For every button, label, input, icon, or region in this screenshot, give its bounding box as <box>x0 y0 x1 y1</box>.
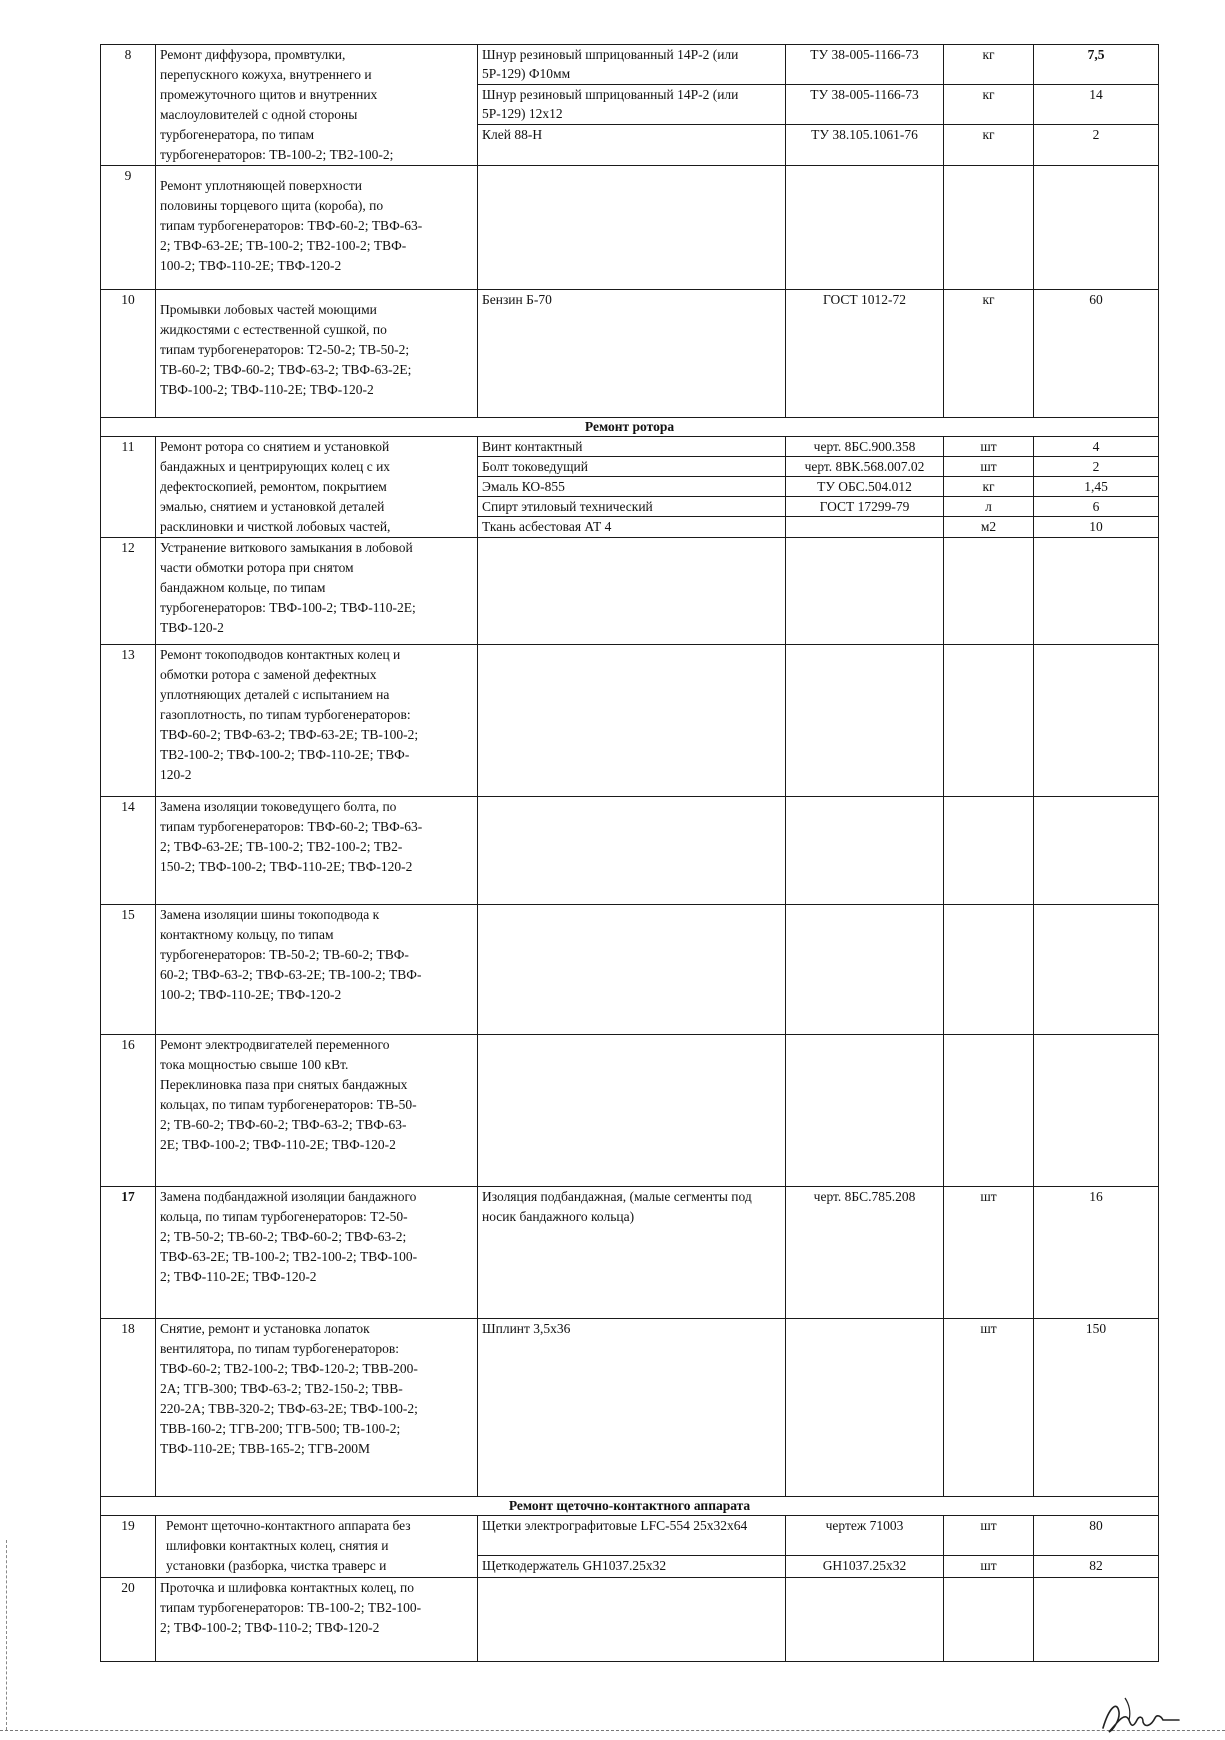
material-qty: 10 <box>1089 519 1103 534</box>
material-cell <box>478 1516 786 1578</box>
qty-cell <box>1034 905 1159 1035</box>
row-number: 11 <box>101 437 156 538</box>
material-name: Щеткодержатель GH1037.25х32 <box>482 1558 667 1573</box>
table-row <box>101 1035 1159 1187</box>
material-qty: 6 <box>1034 497 1158 517</box>
table-row <box>101 45 1159 166</box>
material-qty: 80 <box>1034 1516 1158 1556</box>
row-number: 9 <box>101 166 156 290</box>
doc-cell <box>786 45 944 166</box>
section-title-rotor: Ремонт ротора <box>101 418 1159 437</box>
work-description: Устранение виткового замыкания в лобовой части обмотки ротора при снятом бандажном кольце, по типам турбогенераторов: ТВФ-100-2; ТВФ-110-2Е; ТВФ-120-2 <box>156 538 478 645</box>
unit-cell <box>944 1578 1034 1662</box>
material-name: Шнур резиновый шприцованный 14Р-2 (или 5Р-129) Ф10мм <box>478 45 785 85</box>
row-number: 19 <box>101 1516 156 1578</box>
unit-cell <box>944 905 1034 1035</box>
work-description: Ремонт диффузора, промвтулки, перепускного кожуха, внутреннего и промежуточного щитов и внутренних маслоуловителей с одной стороны турбогенератора, по типам турбогенераторов: ТВ-100-2; ТВ2-100-2; <box>156 45 478 166</box>
qty-cell <box>1034 1578 1159 1662</box>
qty-cell <box>1034 437 1159 538</box>
table-row <box>101 797 1159 905</box>
work-description: Ремонт ротора со снятием и установкой бандажных и центрирующих колец с их дефектоскопией, ремонтом, покрытием эмалью, снятием и установкой деталей расклиновки и чисткой лобовых частей, <box>156 437 478 538</box>
qty-cell <box>1034 797 1159 905</box>
material-qty: 14 <box>1034 85 1158 125</box>
material-unit: кг <box>944 85 1033 125</box>
qty-cell <box>1034 645 1159 797</box>
material-cell <box>478 797 786 905</box>
material-doc: ТУ 38-005-1166-73 <box>786 45 943 85</box>
material-doc: черт. 8БС.900.358 <box>786 437 943 457</box>
material-unit: кг <box>944 477 1033 497</box>
material-cell <box>478 45 786 166</box>
row-number: 14 <box>101 797 156 905</box>
work-description: Замена изоляции токоведущего болта, по типам турбогенераторов: ТВФ-60-2; ТВФ-63- 2; ТВФ-63-2Е; ТВ-100-2; ТВ2-100-2; ТВ2- 150-2; ТВФ-100-2; ТВФ-110-2Е; ТВФ-120-2 <box>156 797 478 905</box>
material-unit: л <box>944 497 1033 517</box>
material-doc: черт. 8БС.785.208 <box>786 1187 944 1319</box>
material-unit: шт <box>944 437 1033 457</box>
work-description: Проточка и шлифовка контактных колец, по типам турбогенераторов: ТВ-100-2; ТВ2-100- 2; ТВФ-100-2; ТВФ-110-2; ТВФ-120-2 <box>156 1578 478 1662</box>
material-qty: 16 <box>1034 1187 1159 1319</box>
material-unit: шт <box>944 457 1033 477</box>
material-cell <box>478 166 786 290</box>
material-doc: ТУ ОБС.504.012 <box>786 477 943 497</box>
doc-cell <box>786 797 944 905</box>
material-qty: 2 <box>1034 457 1158 477</box>
table-row <box>101 645 1159 797</box>
row-number: 18 <box>101 1319 156 1497</box>
row-number: 8 <box>101 45 156 166</box>
work-description: Ремонт токоподводов контактных колец и обмотки ротора с заменой дефектных уплотняющих деталей с испытанием на газоплотность, по типам турбогенераторов: ТВФ-60-2; ТВФ-63-2; ТВФ-63-2Е; ТВ-100-2; ТВ2-100-2; ТВФ-100-2; ТВФ-110-2Е; ТВФ- 120-2 <box>156 645 478 797</box>
table-row <box>101 905 1159 1035</box>
qty-cell <box>1034 1035 1159 1187</box>
doc-cell <box>786 538 944 645</box>
unit-cell <box>944 645 1034 797</box>
qty-cell <box>1034 1516 1159 1578</box>
material-doc <box>786 1319 944 1497</box>
material-cell <box>478 538 786 645</box>
material-qty: 2 <box>1092 127 1100 142</box>
material-name: Изоляция подбандажная, (малые сегменты под носик бандажного кольца) <box>478 1187 786 1319</box>
doc-cell <box>786 166 944 290</box>
material-unit: м2 <box>980 519 997 534</box>
unit-cell <box>944 166 1034 290</box>
row-number: 15 <box>101 905 156 1035</box>
material-name: Шплинт 3,5х36 <box>478 1319 786 1497</box>
material-unit: шт <box>944 1516 1033 1556</box>
unit-cell <box>944 797 1034 905</box>
material-name: Бензин Б-70 <box>478 290 786 418</box>
material-qty: 150 <box>1034 1319 1159 1497</box>
work-description: Замена изоляции шины токоподвода к контактному кольцу, по типам турбогенераторов: ТВ-50-2; ТВ-60-2; ТВФ- 60-2; ТВФ-63-2; ТВФ-63-2Е; ТВ-100-2; ТВФ- 100-2; ТВФ-110-2Е; ТВФ-120-2 <box>156 905 478 1035</box>
material-name: Ткань асбестовая АТ 4 <box>482 519 612 534</box>
work-description: Ремонт щеточно-контактного аппарата без шлифовки контактных колец, снятия и установки (разборка, чистка траверс и <box>156 1516 478 1578</box>
signature-mark <box>1095 1690 1185 1738</box>
material-name: Клей 88-Н <box>482 127 543 142</box>
material-doc: ТУ 38.105.1061-76 <box>811 127 918 142</box>
table-row <box>101 290 1159 418</box>
doc-cell <box>786 645 944 797</box>
material-unit: шт <box>980 1558 997 1573</box>
material-name: Спирт этиловый технический <box>478 497 785 517</box>
table-row <box>101 1187 1159 1319</box>
doc-cell <box>786 437 944 538</box>
material-name: Болт токоведущий <box>478 457 785 477</box>
material-qty: 60 <box>1034 290 1159 418</box>
material-unit: шт <box>944 1319 1034 1497</box>
material-name: Шнур резиновый шприцованный 14Р-2 (или 5Р-129) 12х12 <box>478 85 785 125</box>
material-cell <box>478 645 786 797</box>
doc-cell <box>786 905 944 1035</box>
material-unit: кг <box>944 45 1033 85</box>
qty-cell <box>1034 45 1159 166</box>
unit-cell <box>944 437 1034 538</box>
material-doc: ГОСТ 1012-72 <box>786 290 944 418</box>
work-description: Ремонт уплотняющей поверхности половины торцевого щита (короба), по типам турбогенераторов: ТВФ-60-2; ТВФ-63- 2; ТВФ-63-2Е; ТВ-100-2; ТВ2-100-2; ТВФ- 100-2; ТВФ-110-2Е; ТВФ-120-2 <box>156 166 478 290</box>
qty-cell <box>1034 538 1159 645</box>
row-number: 12 <box>101 538 156 645</box>
row-number: 16 <box>101 1035 156 1187</box>
material-cell <box>478 1035 786 1187</box>
work-description: Промывки лобовых частей моющими жидкостями с естественной сушкой, по типам турбогенераторов: Т2-50-2; ТВ-50-2; ТВ-60-2; ТВФ-60-2; ТВФ-63-2; ТВФ-63-2Е; ТВФ-100-2; ТВФ-110-2Е; ТВФ-120-2 <box>156 290 478 418</box>
section-title-brush: Ремонт щеточно-контактного аппарата <box>101 1497 1159 1516</box>
material-name: Щетки электрографитовые LFC-554 25х32х64 <box>478 1516 785 1556</box>
unit-cell <box>944 538 1034 645</box>
material-unit: шт <box>944 1187 1034 1319</box>
material-doc: черт. 8ВК.568.007.02 <box>786 457 943 477</box>
material-unit: кг <box>982 127 995 142</box>
unit-cell <box>944 1516 1034 1578</box>
doc-cell <box>786 1578 944 1662</box>
scan-edge-bottom <box>0 1730 1225 1731</box>
qty-cell <box>1034 166 1159 290</box>
material-doc: ГОСТ 17299-79 <box>786 497 943 517</box>
doc-cell <box>786 1516 944 1578</box>
material-doc: ТУ 38-005-1166-73 <box>786 85 943 125</box>
row-number: 13 <box>101 645 156 797</box>
unit-cell <box>944 1035 1034 1187</box>
table-row <box>101 1578 1159 1662</box>
material-unit: кг <box>944 290 1034 418</box>
doc-cell <box>786 1035 944 1187</box>
row-number: 20 <box>101 1578 156 1662</box>
table-row <box>101 1319 1159 1497</box>
material-cell <box>478 437 786 538</box>
row-number: 10 <box>101 290 156 418</box>
material-qty: 4 <box>1034 437 1158 457</box>
materials-table <box>100 44 1159 1662</box>
material-qty: 82 <box>1089 1558 1103 1573</box>
work-description: Замена подбандажной изоляции бандажного кольца, по типам турбогенераторов: Т2-50- 2; ТВ-50-2; ТВ-60-2; ТВФ-60-2; ТВФ-63-2; ТВФ-63-2Е; ТВ-100-2; ТВ2-100-2; ТВФ-100- 2; ТВФ-110-2Е; ТВФ-120-2 <box>156 1187 478 1319</box>
material-doc: чертеж 71003 <box>786 1516 943 1556</box>
work-description: Снятие, ремонт и установка лопаток вентилятора, по типам турбогенераторов: ТВФ-60-2; ТВ2-100-2; ТВФ-120-2; ТВВ-200- 2А; ТГВ-300; ТВФ-63-2; ТВ2-150-2; ТВВ- 220-2А; ТВВ-320-2; ТВФ-63-2Е; ТВФ-100-2; ТВВ-160-2; ТГВ-200; ТГВ-500; ТВ-100-2; ТВФ-110-2Е; ТВВ-165-2; ТГВ-200М <box>156 1319 478 1497</box>
table-row <box>101 166 1159 290</box>
material-doc: GH1037.25х32 <box>822 1558 907 1573</box>
section-header-row <box>101 418 1159 437</box>
row-number: 17 <box>101 1187 156 1319</box>
work-description: Ремонт электродвигателей переменного тока мощностью свыше 100 кВт. Переклиновка паза при снятых бандажных кольцах, по типам турбогенераторов: ТВ-50- 2; ТВ-60-2; ТВФ-60-2; ТВФ-63-2; ТВФ-63- 2Е; ТВФ-100-2; ТВФ-110-2Е; ТВФ-120-2 <box>156 1035 478 1187</box>
material-name: Эмаль КО-855 <box>478 477 785 497</box>
material-qty: 7,5 <box>1034 45 1158 85</box>
table-row <box>101 1516 1159 1578</box>
scan-edge-left <box>6 1540 7 1730</box>
unit-cell <box>944 45 1034 166</box>
material-cell <box>478 1578 786 1662</box>
material-doc <box>786 517 943 537</box>
table-row <box>101 437 1159 538</box>
table-row <box>101 538 1159 645</box>
material-cell <box>478 905 786 1035</box>
material-qty: 1,45 <box>1034 477 1158 497</box>
material-name: Винт контактный <box>478 437 785 457</box>
section-header-row <box>101 1497 1159 1516</box>
